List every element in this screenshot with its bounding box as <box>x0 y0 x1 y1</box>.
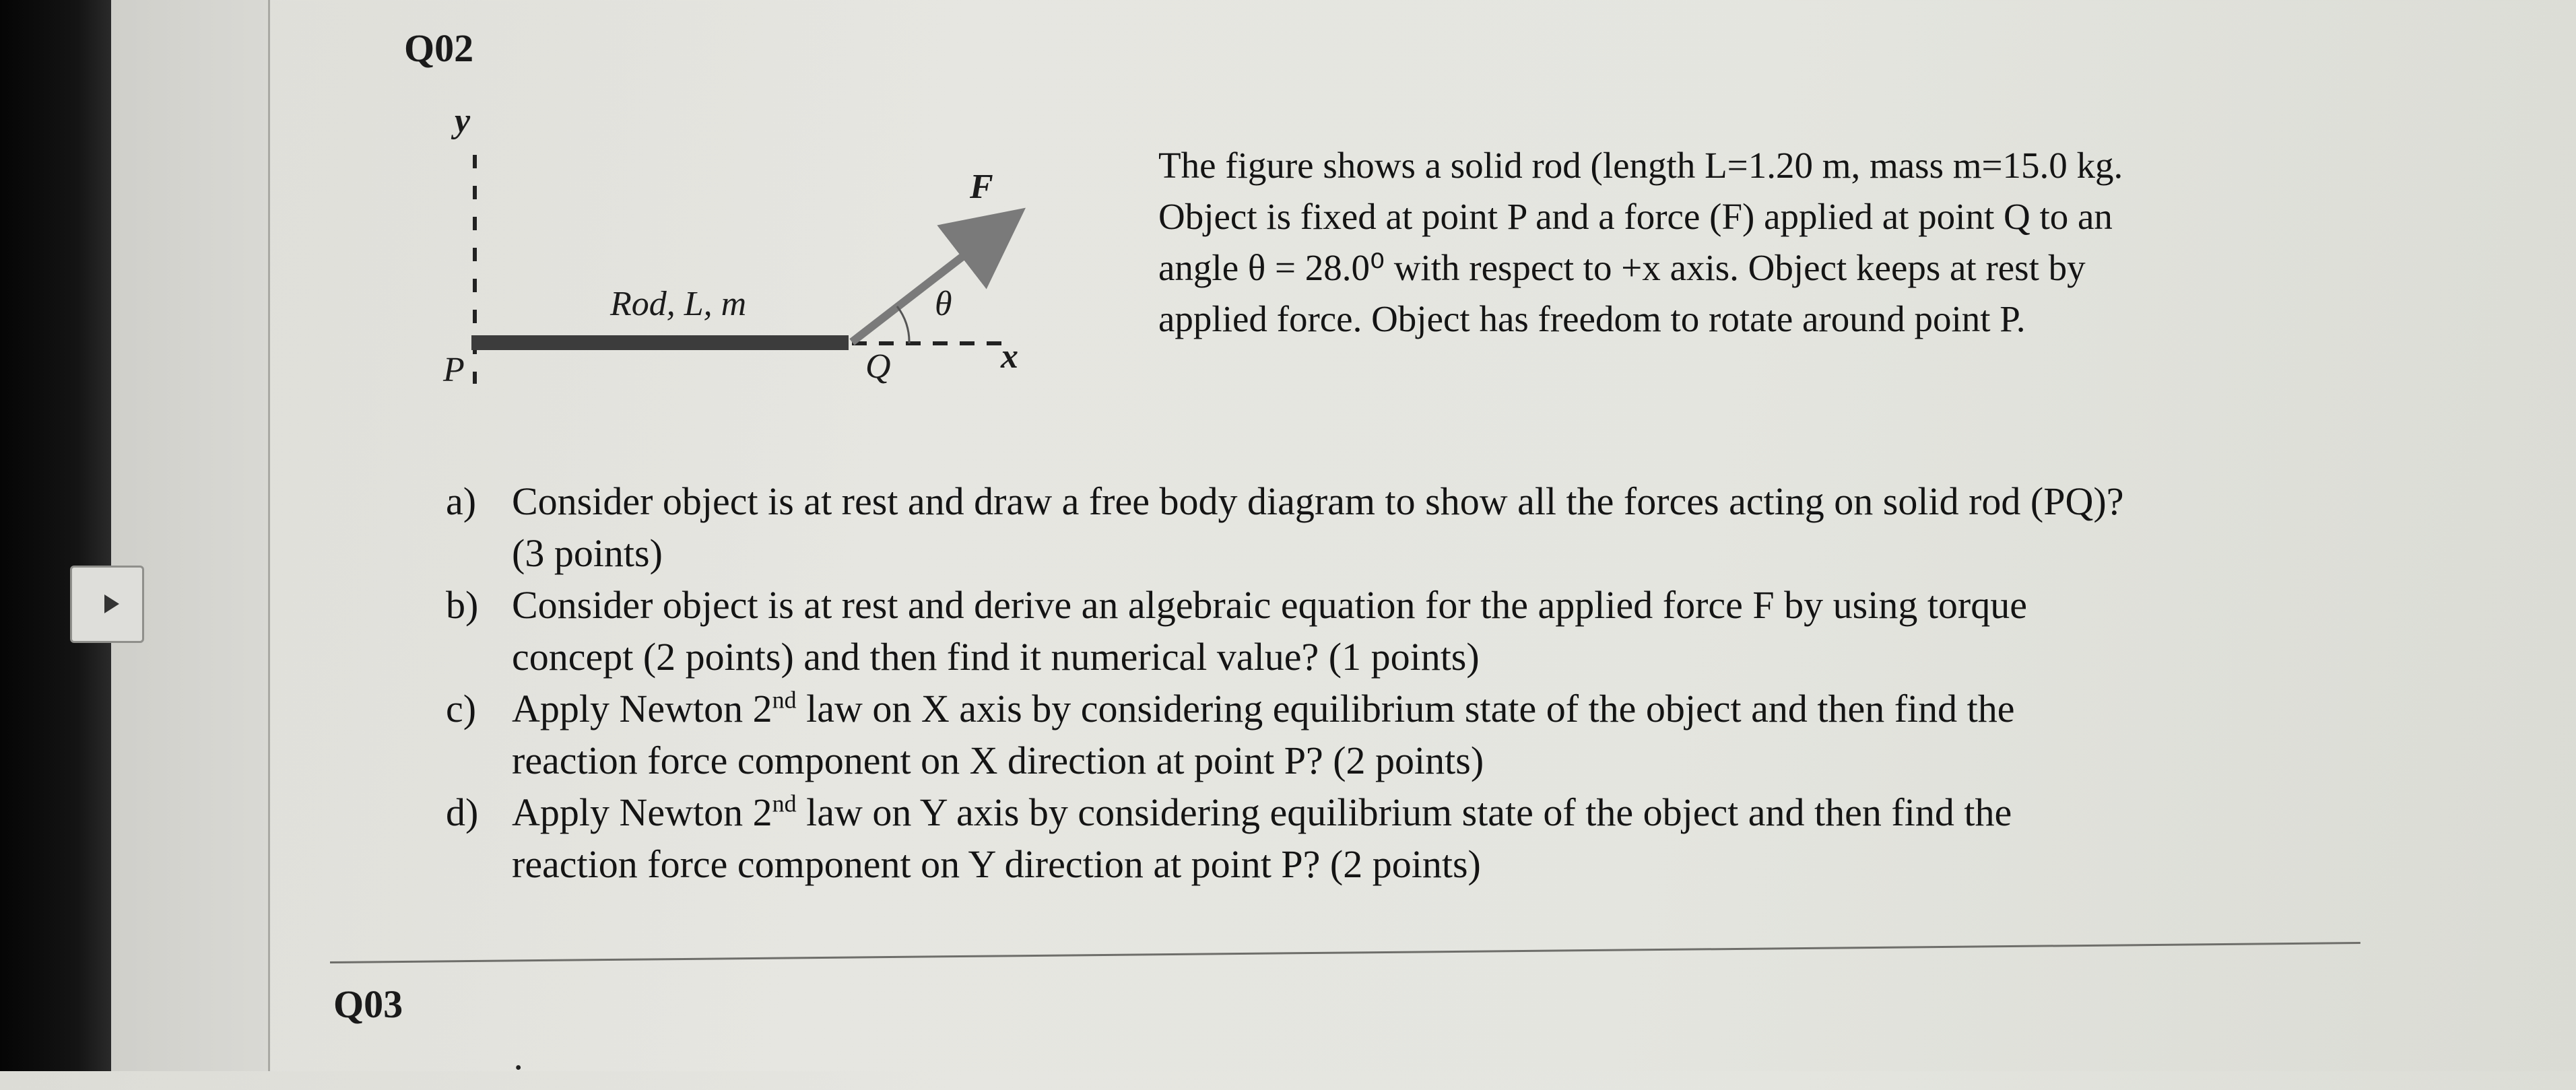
description-line: The figure shows a solid rod (length L=1.20 m, mass m=15.0 kg. <box>1158 145 2123 186</box>
sub-question-letter: a) <box>446 479 477 523</box>
sub-question-letter: c) <box>446 687 477 730</box>
sub-question-letter: d) <box>446 790 479 834</box>
theta-label: θ <box>935 285 952 323</box>
sub-question-a <box>431 475 2451 579</box>
play-triangle-icon <box>104 594 119 613</box>
sub-question-text: law on X axis by considering equilibrium state of the object and then find the <box>796 687 2015 730</box>
x-axis-label: x <box>1001 337 1018 376</box>
sub-question-line: (3 points) <box>512 531 663 575</box>
problem-description <box>1158 140 2337 345</box>
newton-law-text: Apply Newton 2 <box>512 790 772 834</box>
question-number-q02: Q02 <box>404 26 474 70</box>
sub-question-list <box>431 475 2451 890</box>
margin-divider <box>268 0 270 1071</box>
theta-arc <box>897 306 909 343</box>
ordinal-superscript: nd <box>772 790 797 817</box>
sub-question-line <box>512 786 2451 838</box>
sub-question-line: Consider object is at rest and draw a free body diagram to show all the forces acting on solid rod (PQ)? <box>512 479 2124 523</box>
rod-diagram-svg <box>377 101 1131 411</box>
sub-question-line: reaction force component on X direction at point P? (2 points) <box>512 739 1484 782</box>
sub-question-letter: b) <box>446 583 479 627</box>
rod-label: Rod, L, m <box>610 285 747 323</box>
sub-question-line: reaction force component on Y direction at point P? (2 points) <box>512 842 1481 886</box>
description-line: Object is fixed at point P and a force (F) applied at point Q to an <box>1158 196 2113 237</box>
section-divider <box>330 942 2360 963</box>
force-arrow <box>852 228 1000 342</box>
newton-law-text: Apply Newton 2 <box>512 687 772 730</box>
screen-bezel <box>0 0 111 1071</box>
sub-question-text: law on Y axis by considering equilibrium state of the object and then find the <box>796 790 2012 834</box>
ordinal-superscript: nd <box>772 686 797 714</box>
sub-question-c <box>431 683 2451 786</box>
force-label: F <box>970 168 993 206</box>
sub-question-line: Consider object is at rest and derive an algebraic equation for the applied force F by using torque <box>512 583 2027 627</box>
rod-force-figure <box>377 101 1131 411</box>
description-line: angle θ = 28.0⁰ with respect to +x axis. Object keeps at rest by <box>1158 247 2086 288</box>
description-line: applied force. Object has freedom to rotate around point P. <box>1158 298 2026 339</box>
page-left-margin <box>111 0 269 1071</box>
q3-partial-text: · <box>512 1046 525 1089</box>
sub-question-line: concept (2 points) and then find it numerical value? (1 points) <box>512 635 1480 679</box>
y-axis-label: y <box>455 102 471 140</box>
expand-toggle-button[interactable] <box>70 566 144 643</box>
point-p-label: P <box>443 351 465 389</box>
point-q-label: Q <box>865 347 891 386</box>
sub-question-b <box>431 579 2451 683</box>
question-number-q03: Q03 <box>333 982 403 1026</box>
sub-question-d <box>431 786 2451 890</box>
solid-rod <box>471 335 849 350</box>
sub-question-line <box>512 683 2451 735</box>
